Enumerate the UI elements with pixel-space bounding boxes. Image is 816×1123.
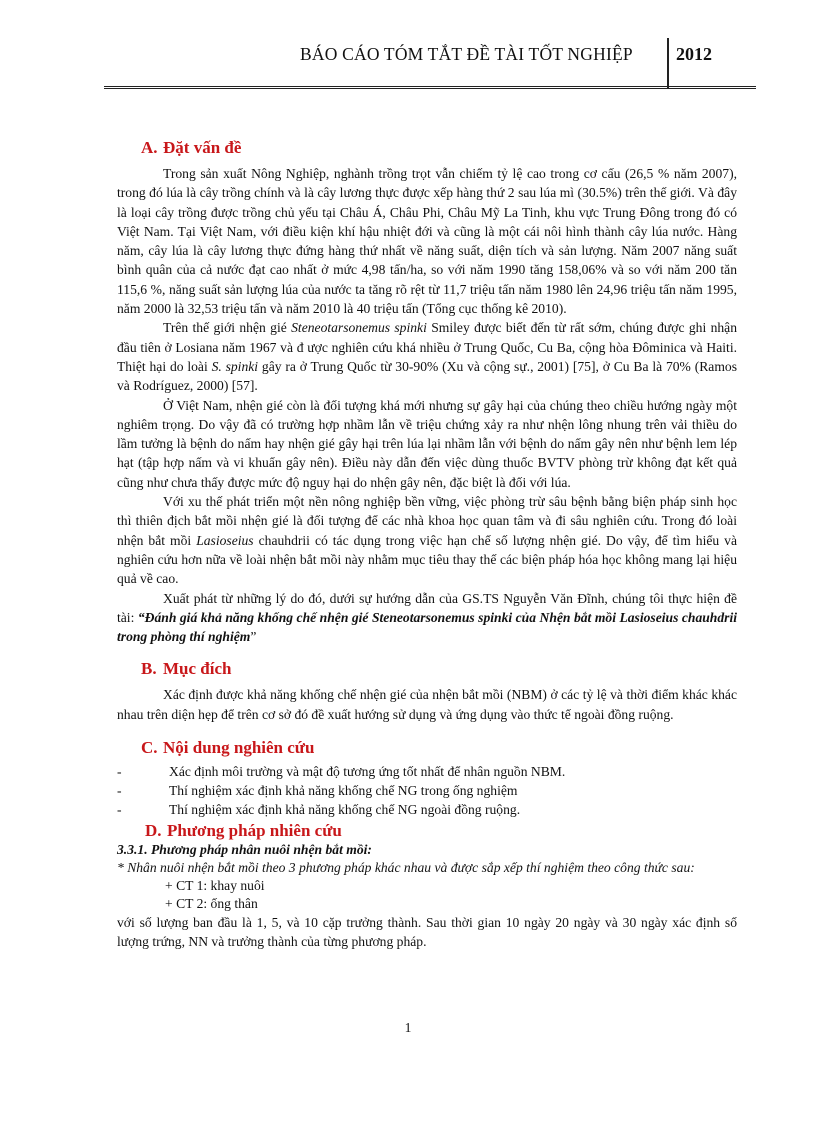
section-b-title: Mục đích [163,659,232,679]
formula-ct2: + CT 2: ống thân [165,896,258,912]
thesis-title-close: ” [250,629,257,645]
p2-text-2: Smiley được biết đến từ rất sớm, chúng được ghi nhận đầu tiên ở Losiana năm 1967 và đ ược nghiên cứu khá nhiều ở Trung Quốc, Cu Ba, cộng hòa Đôminica và Haiti. Thiệt hại do loài [117,320,737,374]
section-c-heading [141,738,737,758]
content-item-text: Thí nghiệm xác định khả năng khống chế NG trong ống nghiệm [169,783,518,799]
dash-bullet: - [117,802,122,818]
section-d-heading [145,821,737,841]
species-name: Steneotarsonemus spinki [291,320,427,336]
section-a-title: Đặt vấn đề [163,138,242,157]
header-year: 2012 [676,44,712,64]
section-c-title: Nội dung nghiên cứu [163,738,315,758]
species-abbrev: S. spinki [211,358,259,374]
p4-text-1: Với xu thế phát triển một nền nông nghiệp bền vững, việc phòng trừ sâu bệnh bằng biện pháp sinh học thì thiên địch bắt mồi nhện gié là đối tượng để các nhà khoa học quan tâm và đi sâu nghiên cứu. Trong đó loài nhện bắt mồi [117,494,737,548]
thesis-title: “Đánh giá khả năng khống chế nhện gié Steneotarsonemus spinki của Nhện bắt mồi Lasioseius chauhdrii trong phòng thí nghiệm [117,609,737,645]
section-a-paragraph-1: Trong sản xuất Nông Nghiệp, nghành trồng trọt vẫn chiếm tỷ lệ cao trong cơ cấu (26,5 % năm 2007), trong đó lúa là cây trồng chính và là cây lương thực được xếp hàng thứ 2 sau lúa mì (30.5%) trên thế giới. Và đây là loại cây trồng được trồng chủ yếu tại Châu Á, Châu Phi, Châu Mỹ La Tinh, khu vực Trung Đông trong đó có Việt Nam. Tại Việt Nam, với điều kiện khí hậu nhiệt đới và cũng là một cái nôi hình thành cây lúa nước. Hàng năm, cây lúa là cây lương thực đứng hàng thứ nhất về năng suất, diện tích và sản lượng. Năm 2007 năng suất bình quân của cả nước đạt cao nhất ở mức 4,98 tấn/ha, so với năm 1990 tăng 158,06% và so với năm 200 tăn 115,6 %, năng suất sản lượng lúa của nước ta tăng rõ rệt từ 11,7 triệu tấn năm 1980 lên 24,96 triệu tấn năm 1995, năm 2000 là 32,53 triệu tấn và năm 2010 là 40 triệu tấn (Tổng cục thống kê 2010). [117,166,737,317]
p4-text-2: chauhdrii có tác dụng trong việc hạn chế số lượng nhện gié. Do vậy, để tìm hiểu và nghiên cứu hơn nữa về loài nhện bắt mồi này nhằm mục tiêu thay thế các biện pháp hóa học không mang lại hiệu quả về cao. [117,532,738,587]
dash-bullet: - [117,764,122,780]
header-separator [667,38,669,88]
dash-bullet: - [117,783,122,799]
section-a-letter: A. [141,138,158,157]
section-a-paragraph-3: Ở Việt Nam, nhện gié còn là đối tượng khá mới nhưng sự gây hại của chúng theo chiều hướng ngày một nghiêm trọng. Do vậy đã có trường hợp nhầm lẫn về triệu chứng xảy ra như nhện lông nhung trên vải thiều do lầm tưởng là bệnh do nấm hay nhện gié gây hại trên lúa lại nhầm lẫn với bệnh do nấm gây nên như bệnh lem lép hạt (tập hợp nấm và vi khuẩn gây nên). Điều này dẫn đến việc dùng thuốc BVTV phòng trừ không đạt kết quả cũng như chưa thấy được mức độ nguy hại do nhện gây nên, đặc biệt là đối với lúa. [117,397,737,490]
p5-text: Xuất phát từ những lý do đó, dưới sự hướng dẫn của GS.TS Nguyễn Văn Đĩnh, chúng tôi thực hiện đề tài: [117,590,737,625]
p2-text-3: gây ra ở Trung Quốc từ 30-90% (Xu và cộng sự., 2001) [75], ở Cu Ba là 70% (Ramos và Rodríguez, 2000) [57]. [117,358,737,394]
content-item [117,762,737,781]
header-rule [104,86,756,89]
subsection-heading: 3.3.1. Phương pháp nhân nuôi nhện bắt mồi: [117,842,372,858]
content-item-text: Xác định môi trường và mật độ tương ứng tốt nhất để nhân nguồn NBM. [169,764,566,780]
section-a-heading [141,138,737,158]
section-b-heading [141,659,737,679]
section-a-paragraph-2 [117,318,737,395]
method-paragraph: với số lượng ban đầu là 1, 5, và 10 cặp trưởng thành. Sau thời gian 10 ngày 20 ngày và 30 ngày xác định số lượng trứng, NN và trưởng thành của từng phương pháp. [117,915,737,950]
content-item [117,781,737,800]
section-d-letter: D. [145,821,162,841]
content-item-text: Thí nghiệm xác định khả năng khống chế NG ngoài đồng ruộng. [169,802,521,818]
content-item [117,800,737,819]
method-note: * Nhân nuôi nhện bắt mồi theo 3 phương pháp khác nhau và được sắp xếp thí nghiệm theo công thức sau: [117,860,695,876]
header-title: BÁO CÁO TÓM TẮT ĐỀ TÀI TỐT NGHIỆP [300,44,633,64]
section-a-paragraph-4 [117,492,737,588]
section-b-letter: B. [141,659,157,679]
section-c-letter: C. [141,738,158,758]
section-d-title: Phương pháp nhiên cứu [167,821,342,841]
formula-ct1: + CT 1: khay nuôi [165,878,265,894]
predator-genus: Lasioseius [196,532,254,548]
section-b-paragraph: Xác định được khả năng khống chế nhện gié của nhện bắt mồi (NBM) ở các tỷ lệ và thời điểm khác khác nhau trên diện hẹp để trên cơ sở đó đề xuất hướng sử dụng và ứng dụng vào thức tế ngoài đồng ruộng. [117,687,737,722]
page-number: 1 [404,1020,412,1035]
p2-text-1: Trên thế giới nhện gié [163,320,292,336]
document-body [117,138,737,951]
section-a-paragraph-5 [117,589,737,647]
